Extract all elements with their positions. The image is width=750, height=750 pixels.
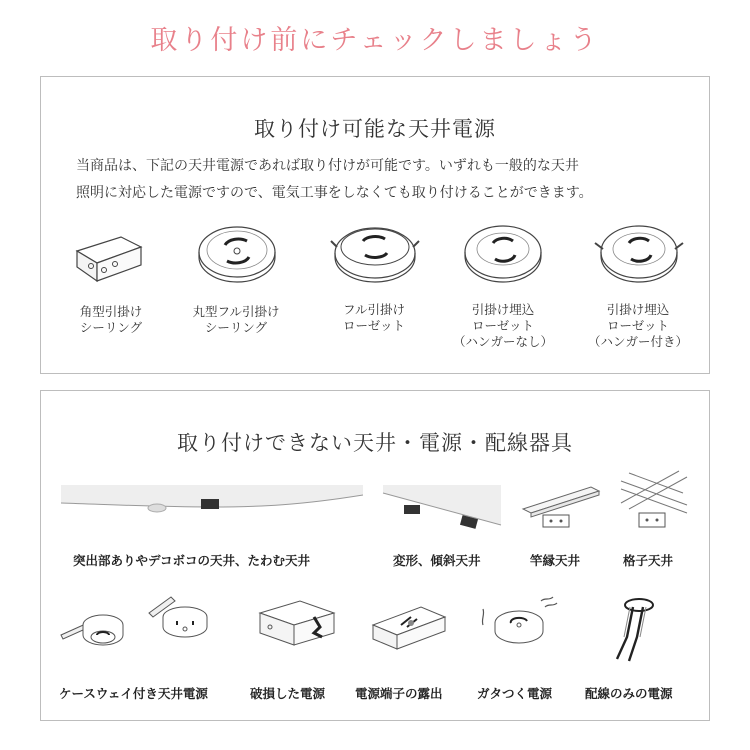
description-line: 当商品は、下記の天井電源であれば取り付けが可能です。いずれも一般的な天井 (76, 158, 579, 174)
exposed-terminal-icon (371, 603, 447, 655)
page-title: 取り付け前にチェックしましょう (150, 25, 600, 56)
square-ceiling-socket-icon (71, 225, 151, 285)
recessed-rosette-icon (461, 219, 545, 285)
incompatible-item-label: ケースウェイ付き天井電源 (59, 686, 208, 701)
incompatible-item-label: 突出部ありやデコボコの天井、たわむ天井 (73, 553, 311, 568)
recessed-rosette-hanger-icon (593, 217, 685, 283)
batten-ceiling-icon (521, 485, 599, 529)
incompatible-item-label: 竿縁天井 (530, 553, 581, 568)
incompatible-item-label: 変形、傾斜天井 (393, 553, 481, 568)
incompatible-item-label: 破損した電源 (250, 686, 326, 701)
incompatible-item-label: ガタつく電源 (477, 686, 553, 701)
compatible-item-label: 丸型フル引掛け シーリング (192, 304, 280, 335)
compatible-item-label: 引掛け埋込 ローゼット （ハンガーなし） (452, 302, 553, 349)
sloped-ceiling-icon (383, 485, 501, 531)
compatible-item-label: フル引掛け ローゼット (342, 302, 405, 333)
incompatible-item-label: 電源端子の露出 (355, 686, 443, 701)
incompatible-heading: 取り付けできない天井・電源・配線器具 (177, 431, 573, 455)
full-hook-rosette-icon (329, 217, 421, 283)
caseway-socket-icon (61, 595, 231, 665)
uneven-ceiling-icon (61, 485, 363, 525)
compatible-description (76, 153, 686, 207)
compatible-power-section (40, 76, 710, 374)
lattice-ceiling-icon (619, 469, 689, 535)
incompatible-item-label: 格子天井 (623, 553, 674, 568)
wobbly-socket-icon (481, 595, 563, 657)
compatible-heading: 取り付け可能な天井電源 (254, 117, 496, 141)
bare-wiring-icon (607, 597, 671, 667)
description-line: 照明に対応した電源ですので、電気工事をしなくても取り付けることができます。 (76, 185, 593, 201)
incompatible-item-label: 配線のみの電源 (585, 686, 673, 701)
round-ceiling-socket-icon (195, 219, 279, 285)
compatible-item-label: 引掛け埋込 ローゼット （ハンガー付き） (587, 302, 688, 349)
compatible-item-label: 角型引掛け シーリング (79, 304, 143, 335)
broken-socket-icon (256, 597, 338, 653)
incompatible-power-section (40, 390, 710, 721)
